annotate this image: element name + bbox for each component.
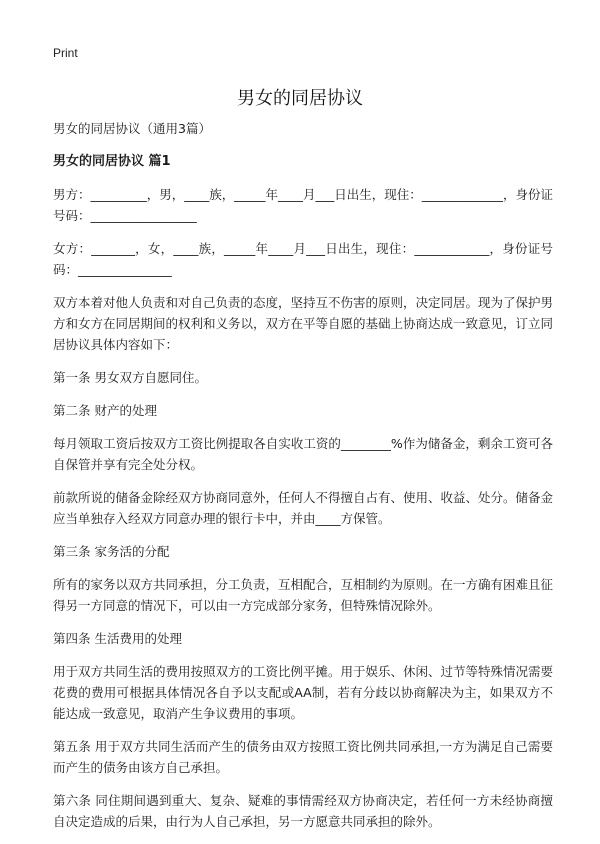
paragraph-male-party: 男方：_________，男，____族，_____年____月___日出生，现住：_____________，身份证号码：_________________ bbox=[53, 187, 554, 223]
article-2-heading: 第二条 财产的处理 bbox=[53, 403, 157, 418]
article-2-clause-2: 前款所说的储备金除经双方协商同意外，任何人不得擅自占有、使用、收益、处分。储备金应当单独存入经双方同意办理的银行卡中，并由____方保管。 bbox=[53, 490, 554, 526]
section-heading: 男女的同居协议 篇1 bbox=[53, 154, 171, 169]
article-5: 第五条 用于双方共同生活而产生的债务由双方按照工资比例共同承担,一方为满足自己需要而产生的债务由该方自己承担。 bbox=[53, 739, 553, 775]
article-3-heading: 第三条 家务活的分配 bbox=[53, 544, 170, 559]
document-subtitle: 男女的同居协议（通用3篇） bbox=[53, 121, 211, 136]
article-3-clause: 所有的家务以双方共同承担，分工负责，互相配合，互相制约为原则。在一方确有困难且征得另一方同意的情况下，可以由一方完成部分家务，但特殊情况除外。 bbox=[53, 577, 554, 613]
article-1: 第一条 男女双方自愿同住。 bbox=[53, 370, 207, 385]
paragraph-preamble: 双方本着对他人负责和对自己负责的态度，坚持互不伤害的原则，决定同居。现为了保护男方和女方在同居期间的权利和义务以，双方在平等自愿的基础上协商达成一致意见，订立同居协议具体内容如下： bbox=[53, 295, 554, 352]
article-4-clause: 用于双方共同生活的费用按照双方的工资比例平摊。用于娱乐、休闲、过节等特殊情况需要花费的费用可根据具体情况各自予以支配或AA制，若有分歧以协商解决为主，如果双方不能达成一致意见，取消产生争议费用的事项。 bbox=[53, 664, 554, 721]
article-6: 第六条 同住期间遇到重大、复杂、疑难的事情需经双方协商决定，若任何一方未经协商擅自决定造成的后果，由行为人自己承担，另一方愿意共同承担的除外。 bbox=[53, 793, 553, 829]
article-2-clause-1: 每月领取工资后按双方工资比例提取各自实收工资的________%作为储备金，剩余工资可各自保管并享有完全处分权。 bbox=[53, 436, 553, 472]
article-4-heading: 第四条 生活费用的处理 bbox=[53, 631, 182, 646]
document-body bbox=[53, 118, 553, 844]
print-link[interactable]: Print bbox=[53, 46, 78, 60]
paragraph-female-party: 女方：_______，女，____族，_____年____月___日出生，现住：____________，身份证号码：_______________ bbox=[53, 241, 553, 277]
document-title: 男女的同居协议 bbox=[237, 88, 363, 109]
